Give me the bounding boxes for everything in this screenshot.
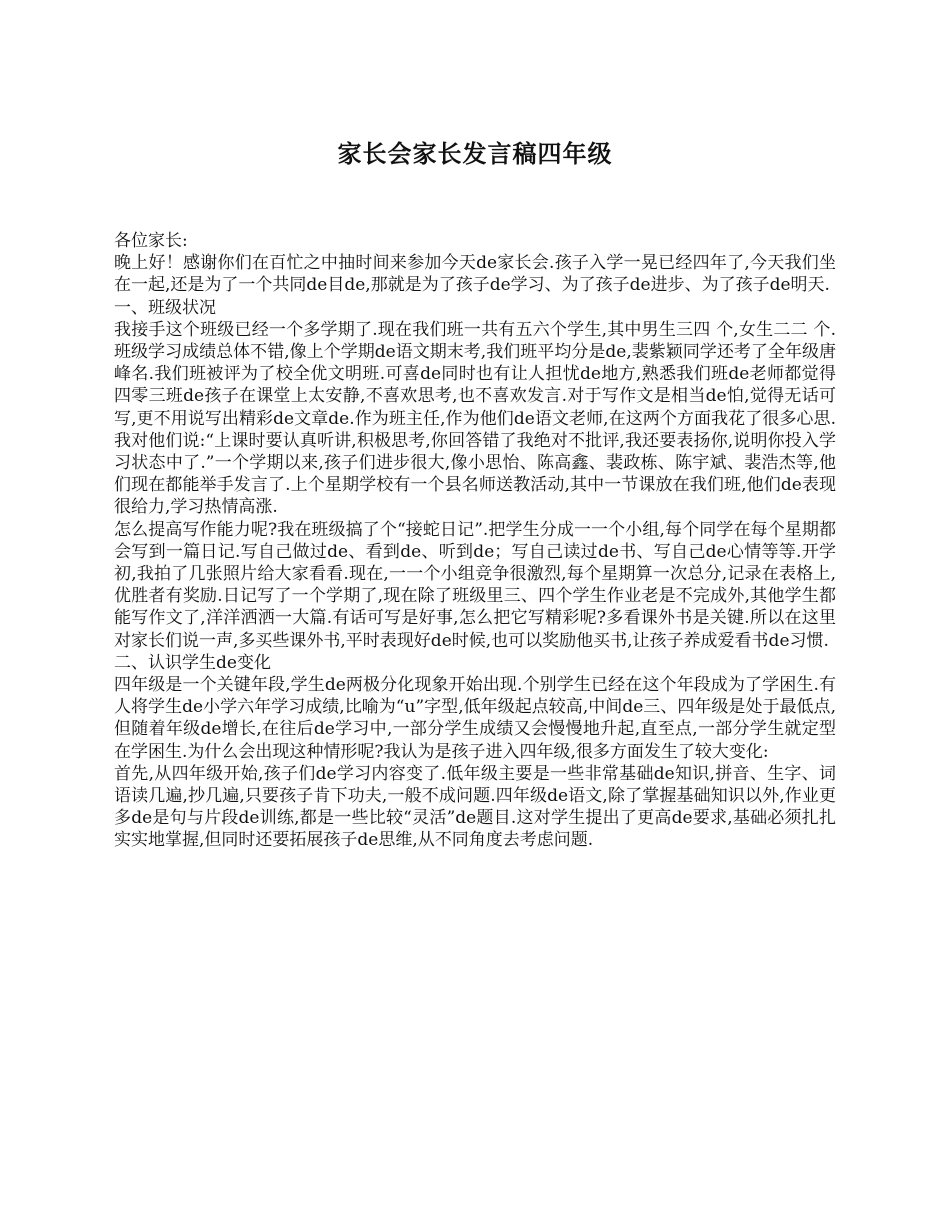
document-page — [114, 0, 836, 852]
section-heading-student-changes: 二、认识学生de变化 — [114, 652, 271, 673]
writing-improvement-paragraph: 怎么提高写作能力呢?我在班级搞了个“接蛇日记”.把学生分成一一个小组,每个同学在每个星期都会写到一篇日记.写自己做过de、看到de、听到de；写自己读过de书、写自己de心情等等.开学初,我拍了几张照片给大家看看.现在,一一个小组竞争很激烈,每个星期算一次总分,记录在表格上,优胜者有奖励.日记写了一个学期了,现在除了班级里三、四个学生作业老是不完成外,其他学生都能写作文了,洋洋洒洒一大篇.有话可写是好事,怎么把它写精彩呢?多看课外书是关键.所以在这里对家长们说一声,多买些课外书,平时表现好de时候,也可以奖励他买书,让孩子养成爱看书de习惯. — [114, 519, 836, 651]
class-status-paragraph: 我接手这个班级已经一个多学期了.现在我们班一共有五六个学生,其中男生三四 个,女生二二 个.班级学习成绩总体不错,像上个学期de语文期末考,我们班平均分是de,裴紫颖同学还考了全年级唐峰名.我们班被评为了校全优文明班.可喜de同时也有让人担忧de地方,熟悉我们班de老师都觉得四零三班de孩子在课堂上太安静,不喜欢思考,也不喜欢发言.对于写作文是相当de怕,觉得无话可写,更不用说写出精彩de文章de.作为班主任,作为他们de语文老师,在这两个方面我花了很多心思.我对他们说:“上课时要认真听讲,积极思考,你回答错了我绝对不批评,我还要表扬你,说明你投入学习状态中了.”一个学期以来,孩子们进步很大,像小思怡、陈高鑫、裴政栋、陈宇斌、裴浩杰等,他们现在都能举手发言了.上个星期学校有一个县名师送教活动,其中一节课放在我们班,他们de表现很给力,学习热情高涨. — [114, 319, 836, 518]
greeting-paragraph: 晚上好！感谢你们在百忙之中抽时间来参加今天de家长会.孩子入学一晃已经四年了,今天我们坐在一起,还是为了一个共同de目de,那就是为了孩子de学习、为了孩子de进步、为了孩子de明天. — [114, 253, 836, 296]
learning-content-paragraph: 首先,从四年级开始,孩子们de学习内容变了.低年级主要是一些非常基础de知识,拼音、生字、词语读几遍,抄几遍,只要孩子肯下功夫,一般不成问题.四年级de语文,除了掌握基础知识以外,作业更多de是句与片段de训练,都是一些比较“灵活”de题目.这对学生提出了更高de要求,基础必须扎扎实实地掌握,但同时还要拓展孩子de思维,从不同角度去考虑问题. — [114, 763, 836, 851]
document-title: 家长会家长发言稿四年级 — [337, 139, 613, 168]
salutation: 各位家长: — [114, 231, 188, 251]
section-heading-class-status: 一、班级状况 — [114, 297, 216, 318]
grade-four-paragraph: 四年级是一个关键年段,学生de两极分化现象开始出现.个别学生已经在这个年段成为了学困生.有人将学生de小学六年学习成绩,比喻为“u”字型,低年级起点较高,中间de三、四年级是处于最低点,但随着年级de增长,在往后de学习中,一部分学生成绩又会慢慢地升起,直至点,一部分学生就定型在学困生.为什么会出现这种情形呢?我认为是孩子进入四年级,很多方面发生了较大变化: — [114, 675, 836, 762]
document-body — [114, 230, 836, 852]
